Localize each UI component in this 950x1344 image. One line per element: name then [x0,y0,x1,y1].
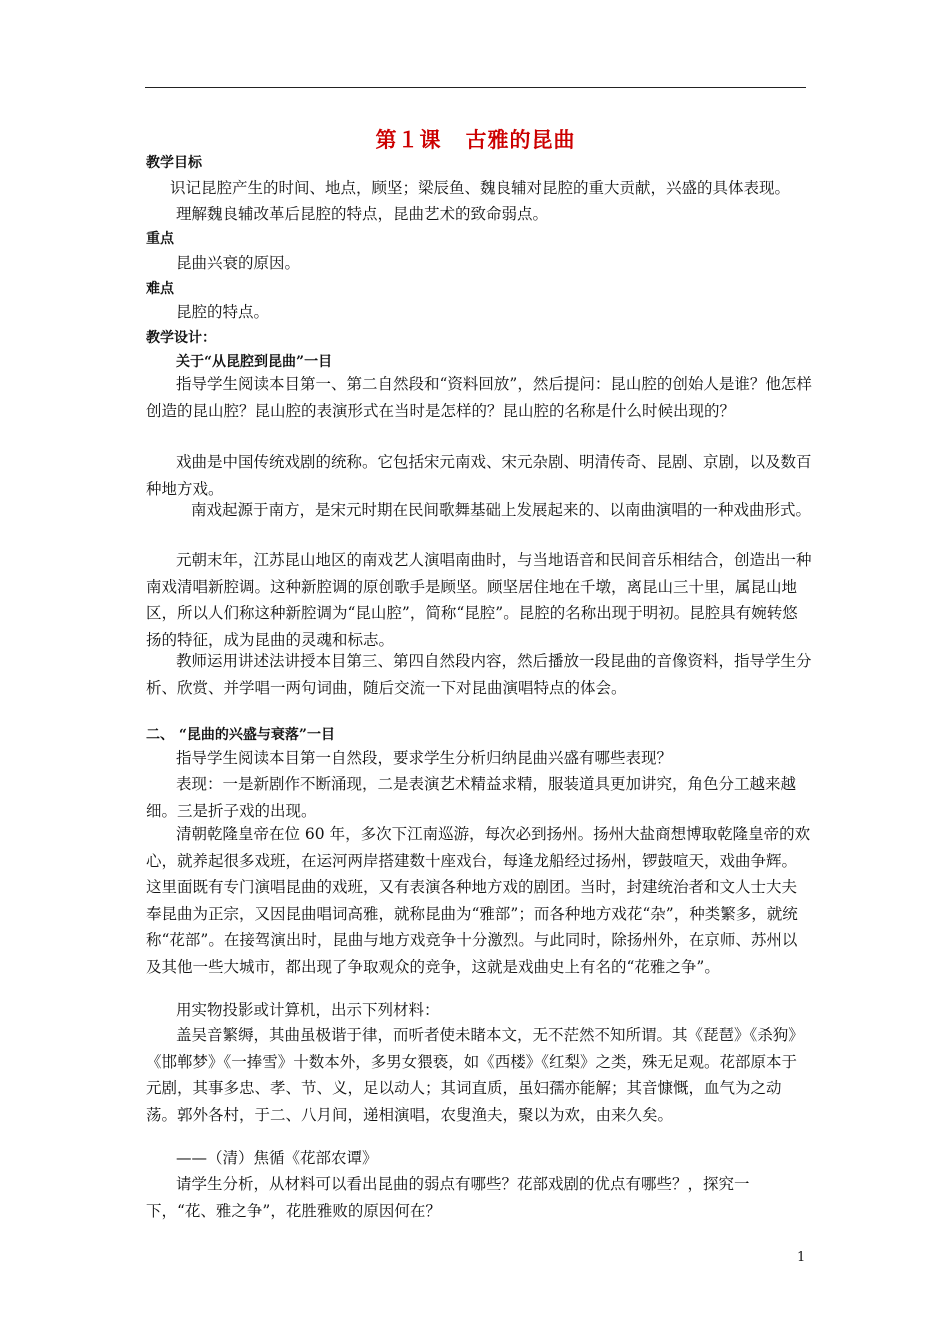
quote-source: ——（清）焦循《花部农谭》 [176,1149,378,1167]
paragraph: 表现：一是新剧作不断涌现，二是表演艺术精益求精，服装道具更加讲究，角色分工越来越细。三是折子戏的出现。 [146,775,797,820]
goals-paragraph-2: 理解魏良辅改革后昆腔的特点，昆曲艺术的致命弱点。 [176,205,549,223]
paragraph: 南戏起源于南方，是宋元时期在民间歌舞基础上发展起来的、以南曲演唱的一种戏曲形式。 [191,501,812,519]
paragraph: 指导学生阅读本目第一自然段，要求学生分析归纳昆曲兴盛有哪些表现？ [176,749,673,767]
goals-heading: 教学目标 [146,155,202,171]
part1-heading: 关于“从昆腔到昆曲”一目 [176,354,333,370]
goals-paragraph-1: 识记昆腔产生的时间、地点，顾坚；梁辰鱼、魏良辅对昆腔的重大贡献，兴盛的具体表现。 [170,179,791,197]
part2-heading: 二、 “昆曲的兴盛与衰落”一目 [146,727,335,743]
quoted-material: 盖吴音繁缛，其曲虽极谐于律，而听者使未睹本文，无不茫然不知所谓。其《琵琶》《杀狗》《邯郸梦》《一捧雪》十数本外，多男女猥亵，如《西楼》《红梨》之类，殊无足观。花部原本于元剧，其事多忠、孝、节、义，足以动人；其词直质，虽妇孺亦能解；其音慷慨，血气为之动荡。郭外各村，于二、八月间，递相演唱，农叟渔夫，聚以为欢，由来久矣。 [146,1026,804,1124]
paragraph: 元朝末年，江苏昆山地区的南戏艺人演唱南曲时，与当地语音和民间音乐相结合，创造出一种南戏清唱新腔调。这种新腔调的原创歌手是顾坚。顾坚居住地在千墩，离昆山三十里，属昆山地区，所以人们称这种新腔调为“昆山腔”，简称“昆腔”。昆腔的名称出现于明初。昆腔具有婉转悠扬的特征，成为昆曲的灵魂和标志。 [146,551,812,649]
lesson-number: 第１课 [375,127,442,152]
difficulty-text: 昆腔的特点。 [176,303,270,321]
header-rule [145,87,806,88]
paragraph: 戏曲是中国传统戏剧的统称。它包括宋元南戏、宋元杂剧、明清传奇、昆剧、京剧，以及数百种地方戏。 [146,453,812,498]
key-point-heading: 重点 [146,231,174,247]
paragraph: 请学生分析，从材料可以看出昆曲的弱点有哪些？花部戏剧的优点有哪些？，探究一下，“花、雅之争”，花胜雅败的原因何在？ [146,1175,750,1220]
key-point-text: 昆曲兴衰的原因。 [176,254,301,272]
paragraph: 清朝乾隆皇帝在位 60 年，多次下江南巡游，每次必到扬州。扬州大盐商想博取乾隆皇帝的欢心，就养起很多戏班，在运河两岸搭建数十座戏台，每逢龙船经过扬州，锣鼓喧天，戏曲争辉。这里面既有专门演唱昆曲的戏班，又有表演各种地方戏的剧团。当时，封建统治者和文人士大夫奉昆曲为正宗，又因昆曲唱词高雅，就称昆曲为“雅部”；而各种地方戏花“杂”，种类繁多，就统称“花部”。在接驾演出时，昆曲与地方戏竞争十分激烈。与此同时，除扬州外，在京师、苏州以及其他一些大城市，都出现了争取观众的竞争，这就是戏曲史上有名的“花雅之争”。 [146,825,811,976]
paragraph: 教师运用讲述法讲授本目第三、第四自然段内容，然后播放一段昆曲的音像资料，指导学生分析、欣赏、并学唱一两句词曲，随后交流一下对昆曲演唱特点的体会。 [146,652,812,697]
lesson-title [145,124,806,154]
difficulty-heading: 难点 [146,281,174,297]
lesson-name: 古雅的昆曲 [465,127,576,152]
paragraph: 用实物投影或计算机，出示下列材料： [176,1001,440,1019]
page-number: 1 [797,1250,806,1265]
design-heading: 教学设计： [146,330,216,346]
paragraph: 指导学生阅读本目第一、第二自然段和“资料回放”，然后提问：昆山腔的创始人是谁？他怎样创造的昆山腔？昆山腔的表演形式在当时是怎样的？昆山腔的名称是什么时候出现的？ [146,375,812,420]
